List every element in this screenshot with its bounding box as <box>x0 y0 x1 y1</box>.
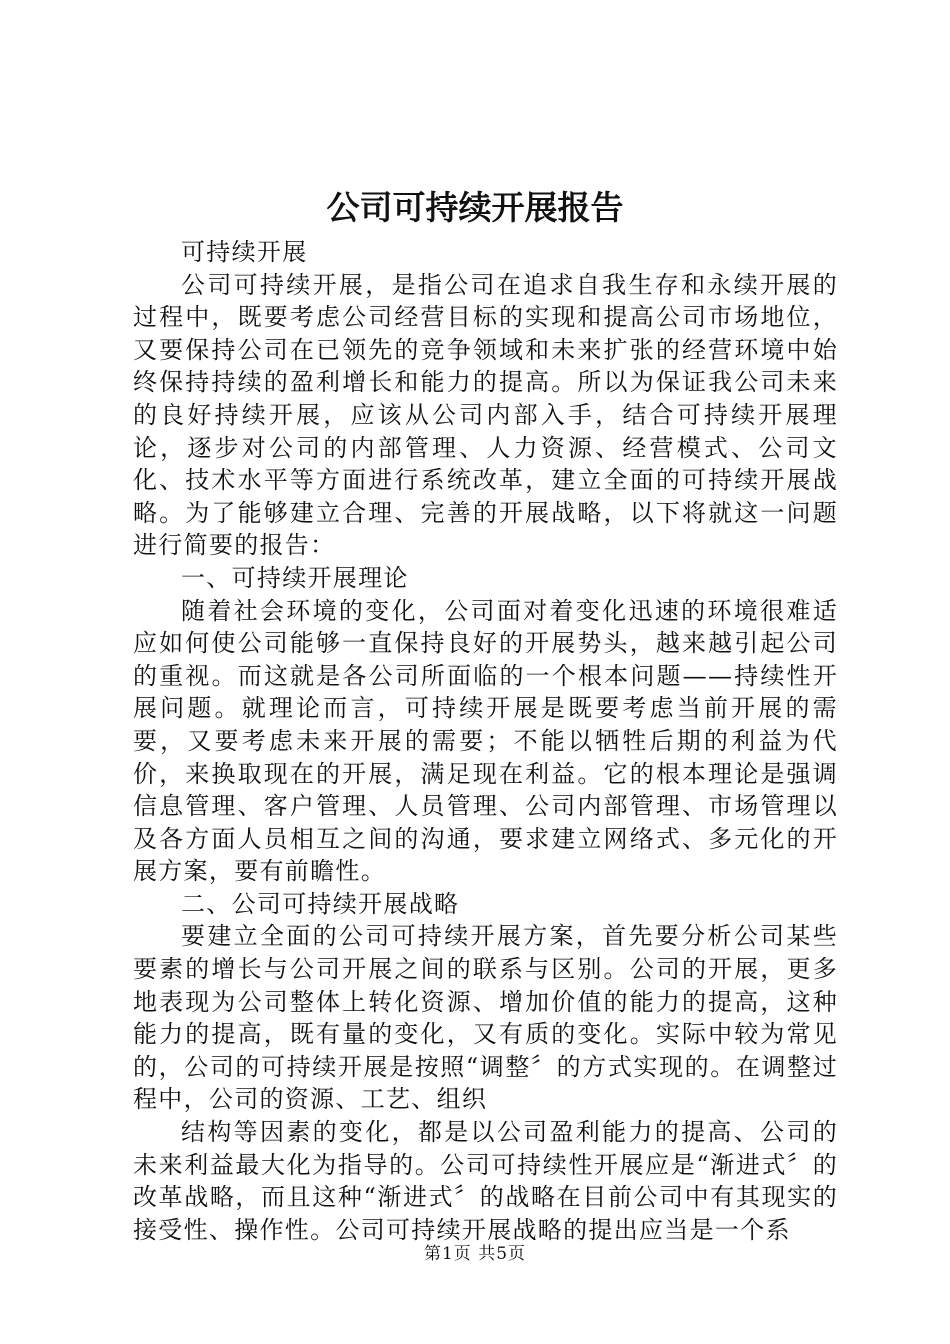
paragraph-strategy-continued: 结构等因素的变化，都是以公司盈利能力的提高、公司的未来利益最大化为指导的。公司可持续性开展应是“渐进式〞的改革战略，而且这种“渐进式〞的战略在目前公司中有其现实的接受性、操作性。公司可持续开展战略的提出应当是一个系 <box>133 1118 838 1244</box>
section-1-heading: 一、可持续开展理论 <box>181 563 409 592</box>
section-2-heading: 二、公司可持续开展战略 <box>181 889 460 918</box>
paragraph-theory: 随着社会环境的变化，公司面对着变化迅速的环境很难适应如何使公司能够一直保持良好的开展势头，越来越引起公司的重视。而这就是各公司所面临的一个根本问题——持续性开展问题。就理论而言，可持续开展是既要考虑当前开展的需要，又要考虑未来开展的需要；不能以牺牲后期的利益为代价，来换取现在的开展，满足现在利益。它的根本理论是强调信息管理、客户管理、人员管理、公司内部管理、市场管理以及各方面人员相互之间的沟通，要求建立网络式、多元化的开展方案，要有前瞻性。 <box>133 596 838 886</box>
paragraph-intro: 公司可持续开展，是指公司在追求自我生存和永续开展的过程中，既要考虑公司经营目标的实现和提高公司市场地位，又要保持公司在已领先的竞争领域和未来扩张的经营环境中始终保持持续的盈利增长和能力的提高。所以为保证我公司未来的良好持续开展，应该从公司内部入手，结合可持续开展理论，逐步对公司的内部管理、人力资源、经营模式、公司文化、技术水平等方面进行系统改革，建立全面的可持续开展战略。为了能够建立合理、完善的开展战略，以下将就这一问题进行简要的报告： <box>133 270 838 560</box>
paragraph-strategy: 要建立全面的公司可持续开展方案，首先要分析公司某些要素的增长与公司开展之间的联系与区别。公司的开展，更多地表现为公司整体上转化资源、增加价值的能力的提高，这种能力的提高，既有量的变化，又有质的变化。实际中较为常见的，公司的可持续开展是按照“调整〞的方式实现的。在调整过程中，公司的资源、工艺、组织 <box>133 922 838 1114</box>
document-title: 公司可持续开展报告 <box>326 188 624 227</box>
page-footer: 第1页 共5页 <box>423 1244 527 1264</box>
section-intro-heading: 可持续开展 <box>181 238 308 266</box>
document-body <box>133 236 838 1246</box>
